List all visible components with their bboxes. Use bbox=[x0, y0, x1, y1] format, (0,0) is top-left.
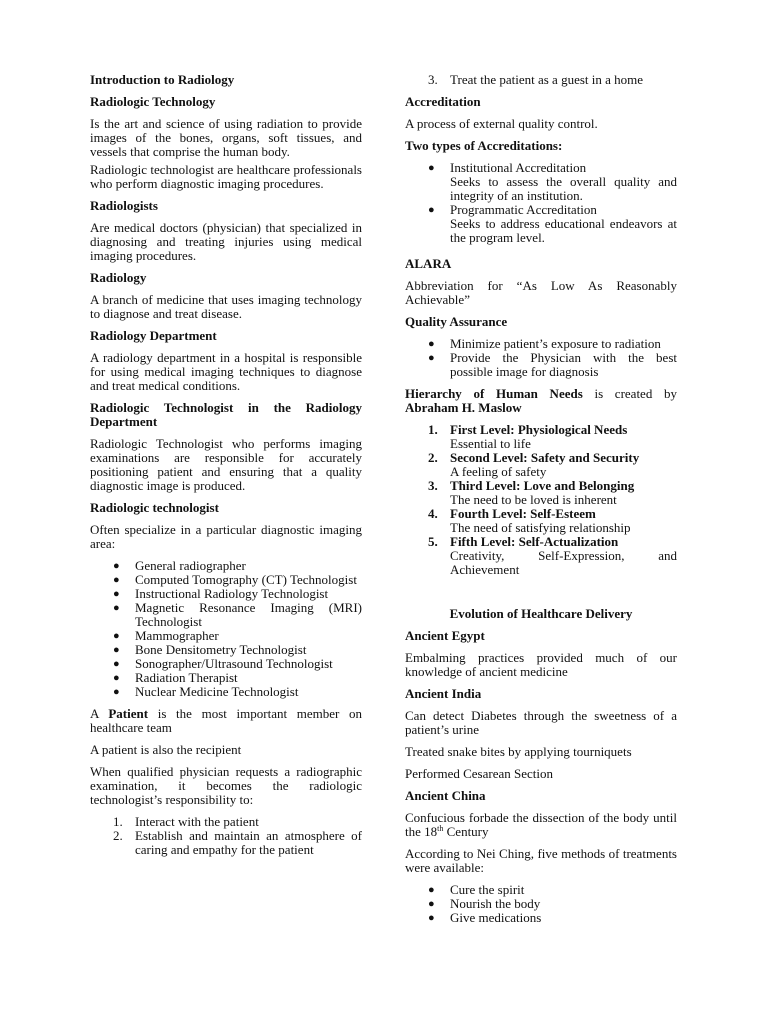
list-item: ● Give medications bbox=[428, 910, 542, 925]
heading-radiology: Radiology bbox=[90, 270, 147, 285]
bullet-icon: ● bbox=[428, 912, 435, 924]
heading-radiologic-technology: Radiologic Technology bbox=[90, 94, 216, 109]
paragraph-patient-important: A Patient is the most important member on healthcare team bbox=[90, 706, 363, 735]
list-item: ● Programmatic Accreditation Seeks to address educational endeavors at the program level. bbox=[428, 202, 677, 245]
list-item: ● Magnetic Resonance Imaging (MRI) Technologist bbox=[113, 600, 362, 629]
bullet-icon: ● bbox=[428, 204, 435, 216]
list-item: 3. Treat the patient as a guest in a home bbox=[428, 72, 644, 87]
heading-ancient-china: Ancient China bbox=[405, 788, 486, 803]
bullet-icon: ● bbox=[113, 686, 120, 698]
list-item: ● Bone Densitometry Technologist bbox=[113, 642, 307, 657]
list-item: 4. Fourth Level: Self-Esteem The need of satisfying relationship bbox=[428, 506, 631, 535]
bullet-icon: ● bbox=[113, 574, 120, 586]
list-item: 1. Interact with the patient bbox=[113, 814, 259, 829]
heading-radiologists: Radiologists bbox=[90, 198, 158, 213]
paragraph-india-cesarean: Performed Cesarean Section bbox=[405, 766, 554, 781]
bullet-icon: ● bbox=[113, 672, 120, 684]
paragraph-china-nei-ching: According to Nei Ching, five methods of treatments were available: bbox=[405, 846, 677, 875]
list-item: 1. First Level: Physiological Needs Essential to life bbox=[428, 422, 628, 451]
paragraph-india-diabetes: Can detect Diabetes through the sweetness of a patient’s urine bbox=[405, 708, 677, 737]
left-column bbox=[90, 73, 362, 857]
list-item: 5. Fifth Level: Self-Actualization Creativity, Self-Expression, and Achievement bbox=[428, 534, 677, 577]
paragraph-radiology: A branch of medicine that uses imaging technology to diagnose and treat disease. bbox=[90, 292, 362, 321]
heading-ancient-india: Ancient India bbox=[405, 686, 482, 701]
paragraph-rt-in-department: Radiologic Technologist who performs imaging examinations are responsible for accurately positioning patient and ensuring that a quality diagnostic image is produced. bbox=[90, 436, 362, 493]
bullet-icon: ● bbox=[113, 644, 120, 656]
paragraph-when-qualified: When qualified physician requests a radiographic examination, it becomes the radiologic technologist’s responsibility to: bbox=[90, 764, 362, 807]
bullet-icon: ● bbox=[113, 560, 120, 572]
bullet-icon: ● bbox=[428, 884, 435, 896]
paragraph-specialize: Often specialize in a particular diagnostic imaging area: bbox=[90, 522, 362, 551]
list-item: ● Minimize patient’s exposure to radiation bbox=[428, 336, 661, 351]
bullet-icon: ● bbox=[113, 630, 120, 642]
list-item: 2. Second Level: Safety and Security A feeling of safety bbox=[428, 450, 640, 479]
list-item: ● Provide the Physician with the best possible image for diagnosis bbox=[428, 350, 677, 379]
paragraph-hierarchy: Hierarchy of Human Needs is created by Abraham H. Maslow bbox=[405, 386, 677, 415]
paragraph-accreditation: A process of external quality control. bbox=[405, 116, 598, 131]
list-item: 2. Establish and maintain an atmosphere of caring and empathy for the patient bbox=[113, 828, 362, 857]
specialties-list bbox=[90, 559, 362, 699]
heading-two-types: Two types of Accreditations: bbox=[405, 138, 563, 153]
list-item: ● Institutional Accreditation Seeks to assess the overall quality and integrity of an institution. bbox=[428, 160, 677, 203]
paragraph-patient-recipient: A patient is also the recipient bbox=[90, 742, 242, 757]
paragraph-rt-definition: Is the art and science of using radiation to provide images of the bones, organs, soft tissues, and vessels that comprise the human body. bbox=[90, 116, 362, 159]
accreditations-list bbox=[405, 161, 677, 245]
heading-ancient-egypt: Ancient Egypt bbox=[405, 628, 485, 643]
heading-accreditation: Accreditation bbox=[405, 94, 481, 109]
paragraph-radiologists: Are medical doctors (physician) that specialized in diagnosing and treating injuries using medical imaging procedures. bbox=[90, 220, 362, 263]
list-item: ● Nourish the body bbox=[428, 896, 541, 911]
heading-rt-in-department: Radiologic Technologist in the Radiology Department bbox=[90, 400, 362, 429]
list-item: ● Mammographer bbox=[113, 628, 219, 643]
quality-assurance-list bbox=[405, 337, 677, 379]
list-item: ● Computed Tomography (CT) Technologist bbox=[113, 572, 357, 587]
list-item: ● Nuclear Medicine Technologist bbox=[113, 684, 299, 699]
heading-radiology-department: Radiology Department bbox=[90, 328, 217, 343]
responsibilities-list bbox=[90, 815, 362, 857]
paragraph-india-snake: Treated snake bites by applying tourniquets bbox=[405, 744, 632, 759]
bullet-icon: ● bbox=[428, 352, 435, 364]
heading-radiologic-technologist: Radiologic technologist bbox=[90, 500, 219, 515]
china-methods-list bbox=[405, 883, 677, 925]
bullet-icon: ● bbox=[113, 658, 120, 670]
heading-quality-assurance: Quality Assurance bbox=[405, 314, 508, 329]
paragraph-egypt: Embalming practices provided much of our knowledge of ancient medicine bbox=[405, 650, 677, 679]
right-column bbox=[405, 73, 677, 925]
bullet-icon: ● bbox=[113, 602, 120, 614]
list-item: ● Cure the spirit bbox=[428, 882, 525, 897]
paragraph-alara: Abbreviation for “As Low As Reasonably Achievable” bbox=[405, 278, 677, 307]
list-item: 3. Third Level: Love and Belonging The need to be loved is inherent bbox=[428, 478, 635, 507]
list-item: ● Radiation Therapist bbox=[113, 670, 238, 685]
bullet-icon: ● bbox=[428, 162, 435, 174]
bullet-icon: ● bbox=[428, 338, 435, 350]
paragraph-rt-professionals: Radiologic technologist are healthcare professionals who perform diagnostic imaging procedures. bbox=[90, 162, 362, 191]
responsibilities-list-continued bbox=[405, 73, 677, 87]
bullet-icon: ● bbox=[428, 898, 435, 910]
document-title: Introduction to Radiology bbox=[90, 72, 235, 87]
list-item: ● Instructional Radiology Technologist bbox=[113, 586, 329, 601]
paragraph-china-confucious: Confucious forbade the dissection of the body until the 18th Century bbox=[405, 810, 677, 839]
list-item: ● General radiographer bbox=[113, 558, 246, 573]
paragraph-radiology-department: A radiology department in a hospital is responsible for using medical imaging techniques to diagnose and treat medical conditions. bbox=[90, 350, 362, 393]
list-item: ● Sonographer/Ultrasound Technologist bbox=[113, 656, 333, 671]
hierarchy-levels-list bbox=[405, 423, 677, 577]
heading-alara: ALARA bbox=[405, 256, 452, 271]
bullet-icon: ● bbox=[113, 588, 120, 600]
heading-evolution: Evolution of Healthcare Delivery bbox=[449, 606, 633, 621]
